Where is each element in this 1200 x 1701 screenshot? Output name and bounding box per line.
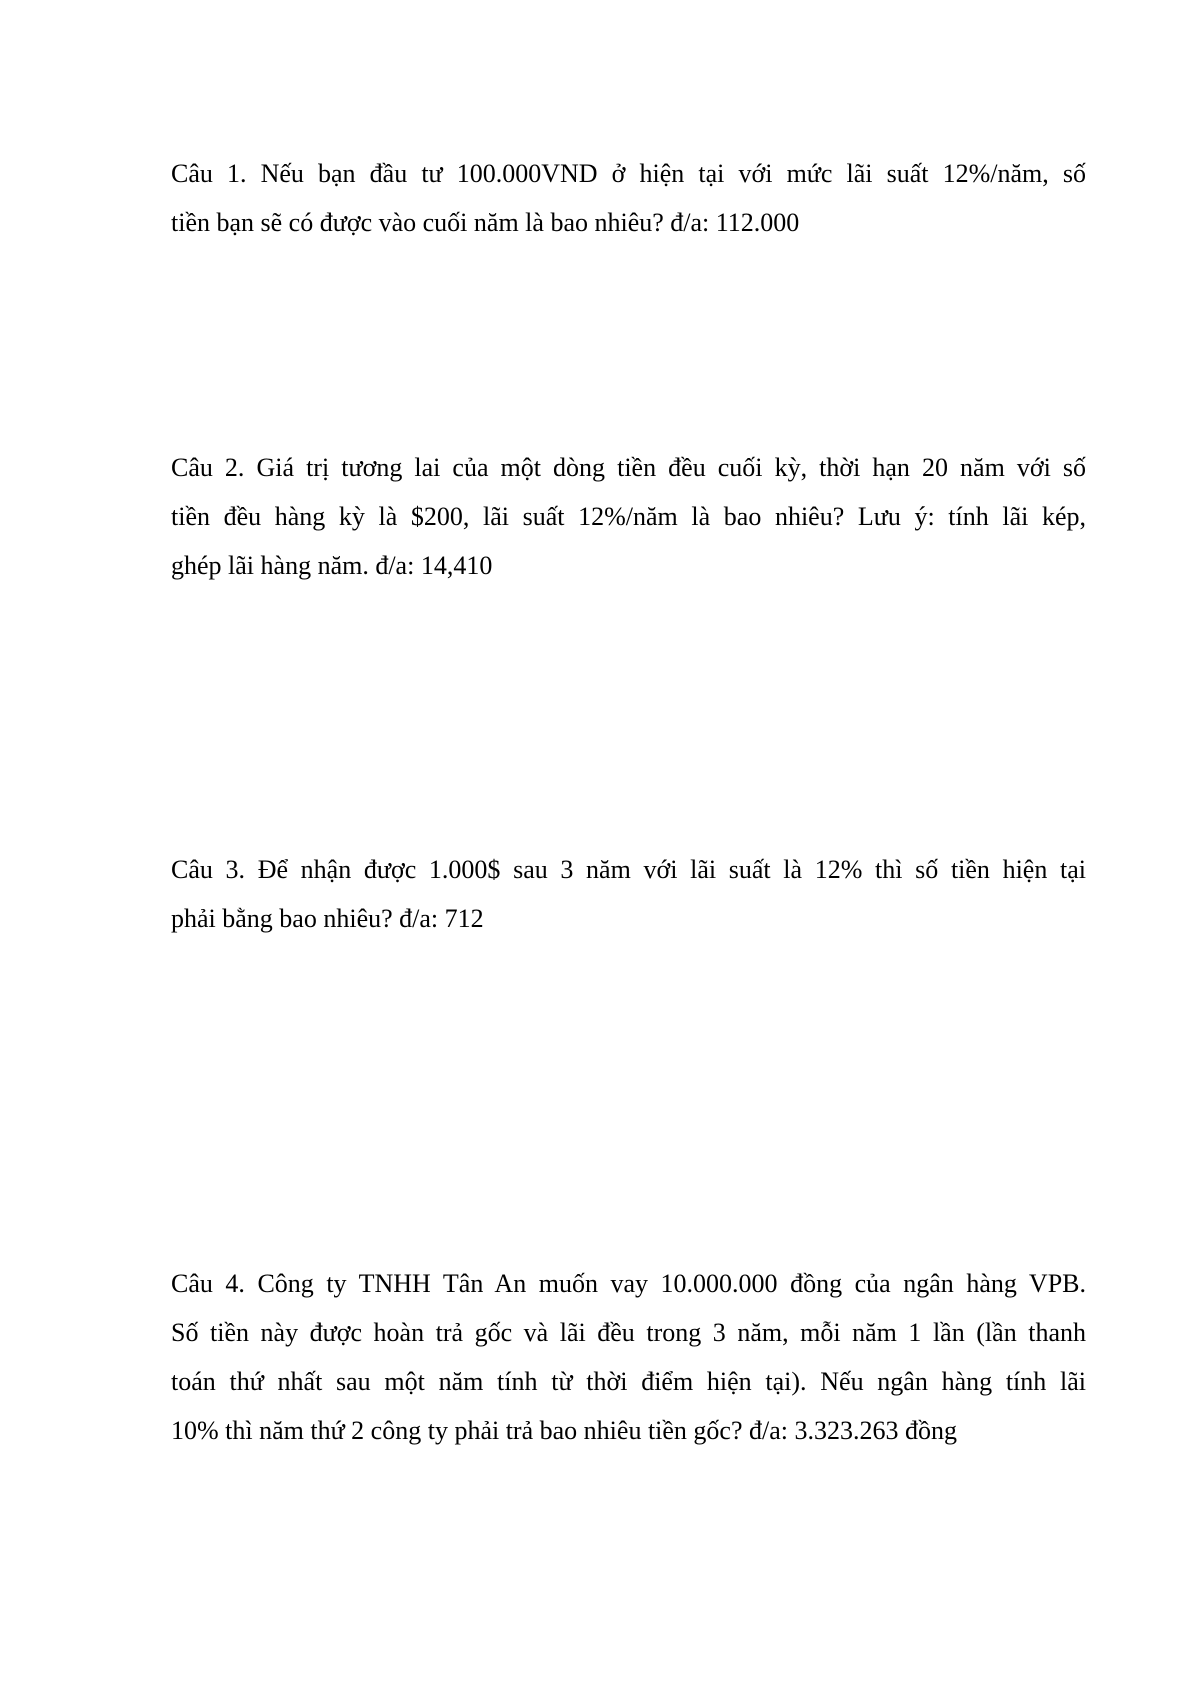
question-1-line-2: tiền bạn sẽ có được vào cuối năm là bao nhiêu? đ/a: 112.000: [171, 208, 800, 237]
question-4-line-1: Câu 4. Công ty TNHH Tân An muốn vay 10.000.000 đồng của ngân hàng VPB.: [171, 1269, 1086, 1298]
question-4-line-3: toán thứ nhất sau một năm tính từ thời điểm hiện tại). Nếu ngân hàng tính lãi: [171, 1367, 1086, 1396]
question-3-line-2: phải bằng bao nhiêu? đ/a: 712: [171, 904, 484, 933]
question-2: [171, 443, 1086, 590]
question-4-line-2: Số tiền này được hoàn trả gốc và lãi đều trong 3 năm, mỗi năm 1 lần (lần thanh: [171, 1318, 1086, 1347]
question-2-line-3: ghép lãi hàng năm. đ/a: 14,410: [171, 551, 493, 580]
question-1: [171, 149, 1086, 247]
question-3-line-1: Câu 3. Để nhận được 1.000$ sau 3 năm với lãi suất là 12% thì số tiền hiện tại: [171, 855, 1086, 884]
question-4: [171, 1259, 1086, 1455]
question-4-line-4: 10% thì năm thứ 2 công ty phải trả bao nhiêu tiền gốc? đ/a: 3.323.263 đồng: [171, 1416, 957, 1445]
question-2-line-2: tiền đều hàng kỳ là $200, lãi suất 12%/năm là bao nhiêu? Lưu ý: tính lãi kép,: [171, 502, 1086, 531]
question-3: [171, 845, 1086, 943]
question-1-line-1: Câu 1. Nếu bạn đầu tư 100.000VND ở hiện tại với mức lãi suất 12%/năm, số: [171, 159, 1086, 188]
question-2-line-1: Câu 2. Giá trị tương lai của một dòng tiền đều cuối kỳ, thời hạn 20 năm với số: [171, 453, 1086, 482]
